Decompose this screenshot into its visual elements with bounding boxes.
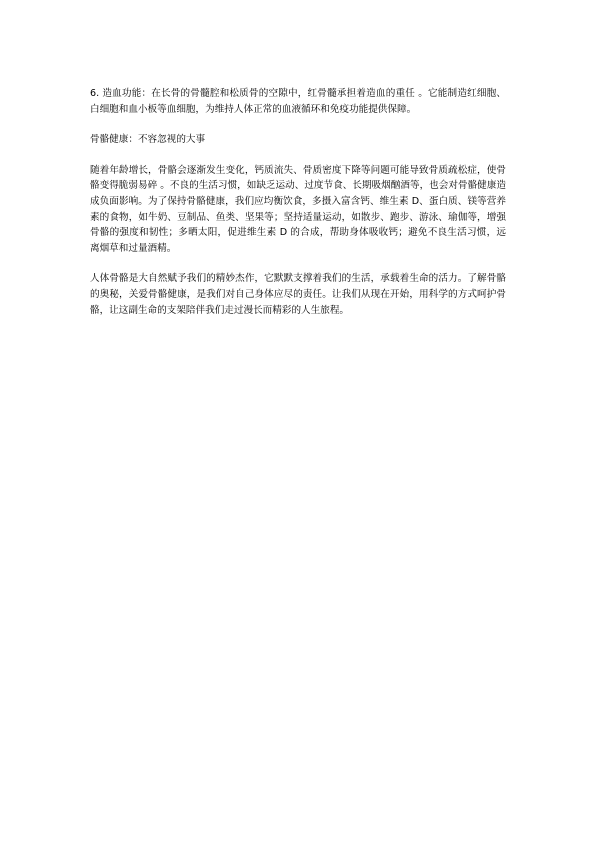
document-body xyxy=(90,86,506,318)
section-heading-bone-health: 骨骼健康：不容忽视的大事 xyxy=(90,134,206,146)
paragraph-bone-health-advice: 随着年龄增长，骨骼会逐渐发生变化，钙质流失、骨质密度下降等问题可能导致骨质疏松症，使骨骼变得脆弱易碎 。不良的生活习惯，如缺乏运动、过度节食、长期吸烟酗酒等，也会对骨骼健康造成负面影响。为了保持骨骼健康，我们应均衡饮食，多摄入富含钙、维生素 D、蛋白质、镁等营养素的食物，如牛奶、豆制品、鱼类、坚果等；坚持适量运动，如散步、跑步、游泳、瑜伽等，增强骨骼的强度和韧性；多晒太阳，促进维生素 D 的合成，帮助身体吸收钙；避免不良生活习惯，远离烟草和过量酒精。 xyxy=(90,164,506,254)
paragraph-conclusion: 人体骨骼是大自然赋予我们的精妙杰作，它默默支撑着我们的生活，承载着生命的活力。了解骨骼的奥秘，关爱骨骼健康，是我们对自己身体应尽的责任。让我们从现在开始，用科学的方式呵护骨骼，让这副生命的支架陪伴我们走过漫长而精彩的人生旅程。 xyxy=(90,273,506,316)
paragraph-hematopoiesis: 6. 造血功能：在长骨的骨髓腔和松质骨的空隙中，红骨髓承担着造血的重任 。它能制造红细胞、白细胞和血小板等血细胞，为维持人体正常的血液循环和免疫功能提供保障。 xyxy=(90,88,506,115)
